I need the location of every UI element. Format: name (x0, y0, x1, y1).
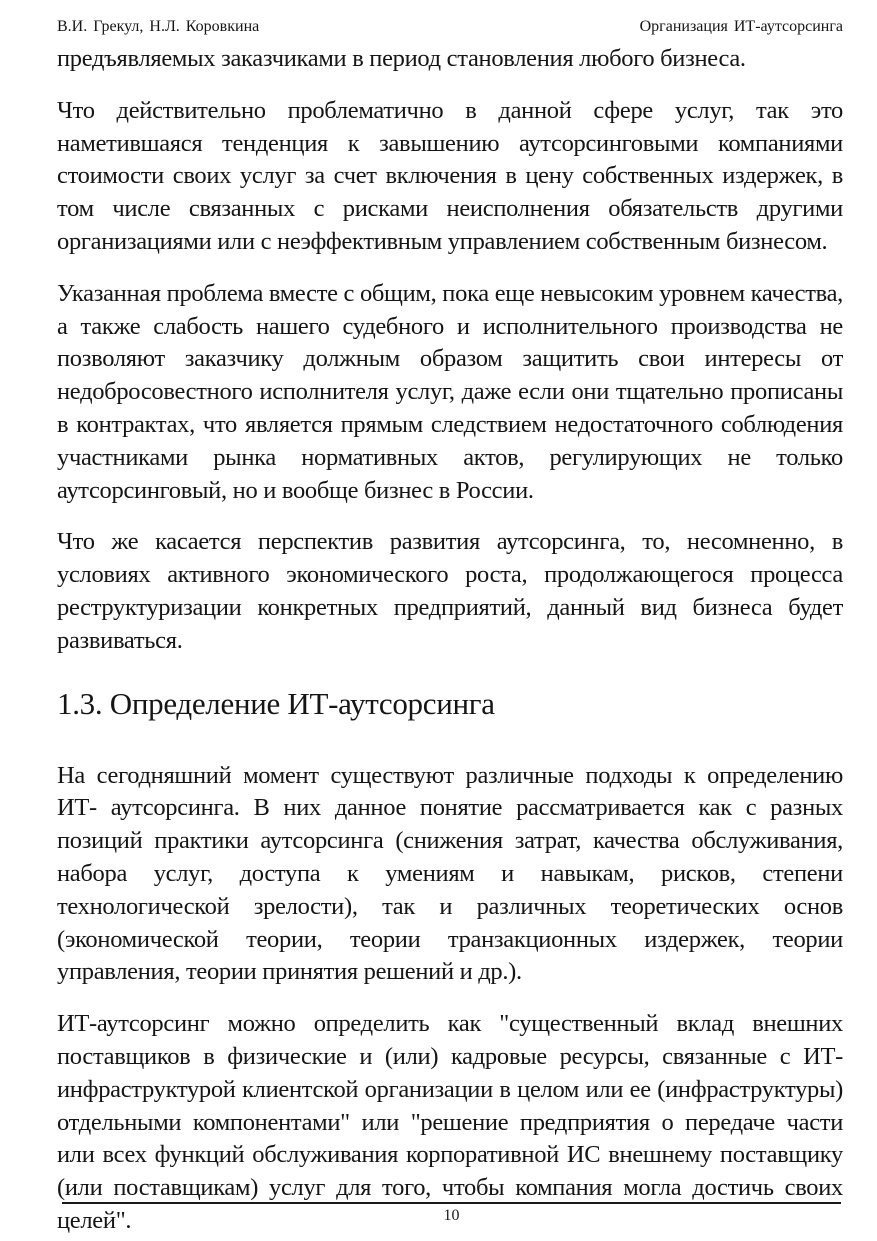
footer-rule (62, 1202, 841, 1204)
section-heading: 1.3. Определение ИТ-аутсорсинга (57, 685, 495, 721)
paragraph-legal-protection: Указанная проблема вместе с общим, пока еще невысоким уровнем качества, а также слабость нашего судебного и исполнительного производства не позволяют заказчику должным образом защитить свои интересы от недобросовестного исполнителя услуг, даже если они тщательно прописаны в контрактах, что является прямым следствием недостаточного соблюдения участниками рынка нормативных актов, регулирующих не только аутсорсинговый, но и вообще бизнес в России. (57, 279, 843, 504)
paragraph-it-outsourcing-definition: ИТ-аутсорсинг можно определить как "существенный вклад внешних поставщиков в физические и (или) кадровые ресурсы, связанные с ИТ-инфраструктурой клиентской организации в целом или ее (инфраструктуры) отдельными компонентами" или "решение предприятия о передаче части или всех функций обслуживания корпоративной ИС внешнему поставщику (или поставщикам) услуг для того, чтобы компания могла достичь своих целей". (57, 1010, 843, 1234)
page-header (57, 17, 843, 36)
paragraph-growth-outlook: Что же касается перспектив развития аутсорсинга, то, несомненно, в условиях активного экономического роста, продолжающегося процесса реструктуризации конкретных предприятий, данный вид бизнеса будет развиваться. (57, 528, 843, 654)
page-number: 10 (443, 1207, 460, 1224)
header-authors: В.И. Грекул, Н.Л. Коровкина (57, 18, 260, 35)
paragraph-continuation: предъявляемых заказчиками в период становления любого бизнеса. (57, 45, 746, 72)
page-body (57, 43, 843, 1238)
paragraph-problem-pricing: Что действительно проблематично в данной сфере услуг, так это наметившаяся тенденция к завышению аутсорсинговыми компаниями стоимости своих услуг за счет включения в цену собственных издержек, в том числе связанных с рисками неисполнения обязательств другими организациями или с неэффективным управлением собственным бизнесом. (57, 96, 843, 255)
page-footer (62, 1202, 841, 1226)
paragraph-definition-approaches: На сегодняшний момент существуют различные подходы к определению ИТ- аутсорсинга. В них данное понятие рассматривается как с разных позиций практики аутсорсинга (снижения затрат, качества обслуживания, набора услуг, доступа к умениям и навыкам, рисков, степени технологической зрелости), так и различных теоретических основ (экономической теории, теории транзакционных издержек, теории управления, теории принятия решений и др.). (57, 761, 843, 986)
header-book-title: Организация ИТ-аутсорсинга (639, 18, 843, 35)
